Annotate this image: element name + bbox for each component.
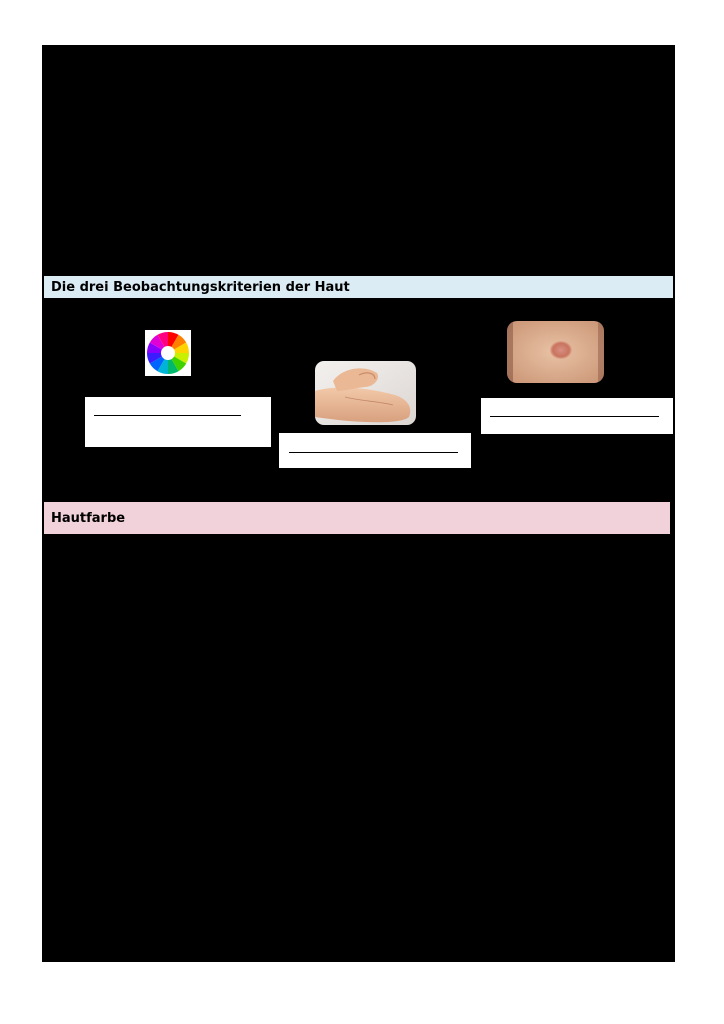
answer-line-lesion [490,416,659,417]
skin-fold-photo [315,361,416,425]
section-title-criteria: Die drei Beobachtungskriterien der Haut [51,279,350,295]
section-title-skin-color: Hautfarbe [51,510,126,526]
answer-line-color [94,415,241,416]
answer-box-texture[interactable] [279,433,471,468]
answer-line-texture [289,452,458,453]
color-wheel-icon [145,330,191,376]
answer-box-lesion[interactable] [481,398,673,434]
answer-box-color[interactable] [85,397,271,447]
section-header-criteria [44,276,673,298]
skin-lesion-photo [507,321,604,383]
section-header-skin-color [44,502,670,534]
